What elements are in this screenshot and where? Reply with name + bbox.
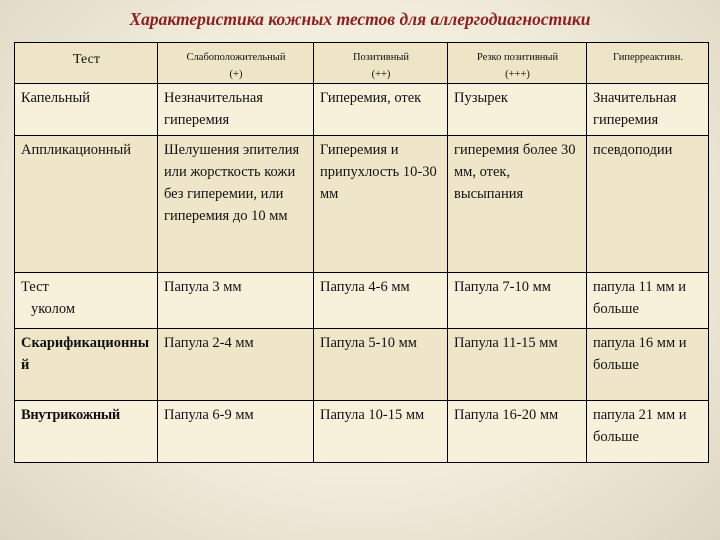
table-cell: Папула 7-10 мм (448, 273, 587, 329)
table-header-row (15, 43, 709, 84)
row-label-intradermal: Внутрикожный (15, 401, 158, 463)
table-row (15, 84, 709, 136)
table-cell: Гиперемия, отек (314, 84, 448, 136)
header-strong-positive (448, 43, 587, 84)
header-weak-positive-label: Слабоположительный (186, 52, 286, 63)
table-cell: Папула 3 мм (158, 273, 314, 329)
slide-title: Характеристика кожных тестов для аллергодиагностики (129, 9, 591, 29)
table-cell: псевдоподии (587, 136, 709, 273)
skin-tests-table (14, 42, 709, 463)
header-weak-positive (158, 43, 314, 84)
header-positive-label: Позитивный (352, 52, 410, 63)
row-label-drop: Капельный (15, 84, 158, 136)
header-weak-positive-grade: (+) (229, 69, 243, 80)
header-positive-grade: (++) (371, 69, 391, 80)
row-label-prick-line1: Тест (21, 279, 49, 295)
header-test-label: Тест (73, 52, 100, 67)
table-cell: Гиперемия и припухлость 10-30 мм (314, 136, 448, 273)
table-cell: Папула 2-4 мм (158, 329, 314, 401)
header-hyperreactive-label: Гиперреактивн. (613, 52, 683, 63)
table-cell: Папула 16-20 мм (448, 401, 587, 463)
table-cell: Папула 10-15 мм (314, 401, 448, 463)
table-cell: Шелушения эпителия или жорсткость кожи без гиперемии, или гиперемия до 10 мм (158, 136, 314, 273)
table-cell: гиперемия более 30 мм, отек, высыпания (448, 136, 587, 273)
header-strong-positive-label: Резко позитивный (476, 52, 559, 63)
table-cell: Папула 4-6 мм (314, 273, 448, 329)
table-row (15, 273, 709, 329)
table-cell: Папула 6-9 мм (158, 401, 314, 463)
row-label-scarification: Скарификационный (15, 329, 158, 401)
table-cell: папула 21 мм и больше (587, 401, 709, 463)
table-cell: Незначительная гиперемия (158, 84, 314, 136)
table-cell: папула 16 мм и больше (587, 329, 709, 401)
table-cell: Папула 11-15 мм (448, 329, 587, 401)
table-cell: Значительная гиперемия (587, 84, 709, 136)
header-strong-positive-grade: (+++) (505, 69, 530, 80)
table-cell: папула 11 мм и больше (587, 273, 709, 329)
table-row (15, 401, 709, 463)
header-test (15, 43, 158, 84)
row-label-prick-line2: уколом (31, 301, 76, 317)
header-hyperreactive (587, 43, 709, 84)
table-cell: Пузырек (448, 84, 587, 136)
table-row (15, 136, 709, 273)
row-label-application: Аппликационный (15, 136, 158, 273)
table-row (15, 329, 709, 401)
table-cell: Папула 5-10 мм (314, 329, 448, 401)
row-label-prick (15, 273, 158, 329)
header-positive (314, 43, 448, 84)
